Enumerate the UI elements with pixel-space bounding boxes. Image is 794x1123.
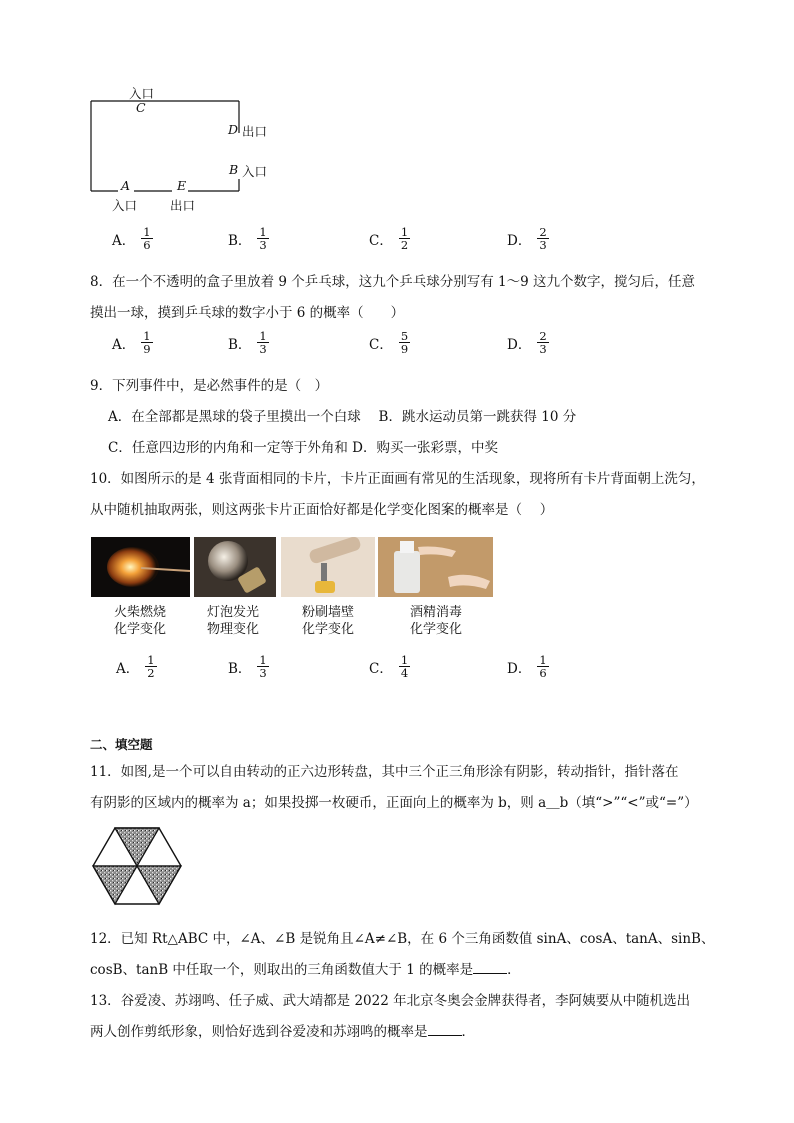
option-letter: D． bbox=[507, 660, 532, 677]
q9-options-line2[interactable]: C．任意四边形的内角和一定等于外角和 D．购买一张彩票，中奖 bbox=[108, 440, 498, 456]
option-fraction: $\frac{1}{3}$ bbox=[259, 329, 267, 356]
q12-stem-line1: 12．已知 Rt△ABC 中，∠A、∠B 是锐角且∠A≠∠B，在 6 个三角函数值 sinA、cosA、tanA、sinB、 bbox=[90, 931, 715, 947]
q10-option-c[interactable] bbox=[369, 654, 410, 679]
option-letter: B． bbox=[228, 232, 252, 249]
alcohol-spray-image bbox=[378, 537, 493, 597]
light-bulb-image bbox=[194, 537, 276, 597]
q8-option-a[interactable] bbox=[112, 330, 153, 355]
diagram-entrance-top: 入口 bbox=[129, 86, 155, 101]
diagram-exit-right: 出口 bbox=[242, 124, 268, 139]
option-fraction: $\frac{1}{4}$ bbox=[400, 653, 409, 680]
option-fraction: $\frac{1}{2}$ bbox=[147, 653, 155, 680]
diagram-label-c: C bbox=[136, 100, 146, 115]
option-fraction: $\frac{1}{9}$ bbox=[143, 329, 151, 356]
option-fraction: $\frac{5}{9}$ bbox=[400, 329, 409, 356]
q10-stem-line2: 从中随机抽取两张，则这两张卡片正面恰好都是化学变化图案的概率是（ ） bbox=[90, 502, 554, 518]
q13-stem-line2: 两人创作剪纸形象，则恰好选到谷爱凌和苏翊鸣的概率是 ． bbox=[90, 1024, 475, 1040]
option-letter: D． bbox=[507, 232, 532, 249]
diagram-label-b: B bbox=[229, 162, 239, 177]
q10-option-a[interactable] bbox=[116, 654, 157, 679]
q8-option-b[interactable] bbox=[228, 330, 269, 355]
q10-stem-line1: 10．如图所示的是 4 张背面相同的卡片，卡片正面画有常见的生活现象，现将所有卡片背面朝上洗匀， bbox=[90, 471, 705, 487]
option-letter: A． bbox=[112, 232, 136, 249]
q7-option-c[interactable] bbox=[369, 226, 410, 251]
option-fraction: $\frac{2}{3}$ bbox=[539, 329, 547, 356]
card-caption-2: 灯泡发光 物理变化 bbox=[206, 605, 259, 637]
q8-option-d[interactable] bbox=[507, 330, 549, 355]
option-letter: A． bbox=[112, 336, 136, 353]
option-letter: B． bbox=[228, 336, 252, 353]
option-fraction: $\frac{1}{2}$ bbox=[400, 225, 409, 252]
option-fraction: $\frac{1}{6}$ bbox=[539, 653, 547, 680]
match-burning-image bbox=[91, 537, 190, 597]
q10-option-d[interactable] bbox=[507, 654, 549, 679]
q11-stem-line2: 有阴影的区域内的概率为 a；如果投掷一枚硬币，正面向上的概率为 b，则 a＿b（填“>”“<”或“=”） bbox=[90, 795, 698, 811]
card-caption-3: 粉刷墙壁 化学变化 bbox=[301, 605, 354, 637]
q7-option-b[interactable] bbox=[228, 226, 269, 251]
diagram-entrance-right: 入口 bbox=[242, 164, 268, 179]
card-caption-4: 酒精消毒 化学变化 bbox=[409, 605, 462, 637]
answer-blank[interactable] bbox=[473, 961, 507, 974]
q7-option-a[interactable] bbox=[112, 226, 153, 251]
option-fraction: $\frac{2}{3}$ bbox=[539, 225, 547, 252]
q9-options-line1[interactable]: A．在全部都是黑球的袋子里摸出一个白球 B．跳水运动员第一跳获得 10 分 bbox=[108, 409, 577, 425]
diagram-label-a: A bbox=[121, 178, 131, 193]
option-letter: A． bbox=[116, 660, 140, 677]
hexagon-spinner bbox=[90, 826, 184, 906]
q7-option-d[interactable] bbox=[507, 226, 549, 251]
painting-wall-image bbox=[281, 537, 375, 597]
option-fraction: $\frac{1}{6}$ bbox=[143, 225, 151, 252]
option-fraction: $\frac{1}{3}$ bbox=[259, 653, 267, 680]
q12-stem-line2: cosB、tanB 中任取一个，则取出的三角函数值大于 1 的概率是 ． bbox=[90, 962, 521, 978]
option-letter: D． bbox=[507, 336, 532, 353]
option-letter: C． bbox=[369, 660, 393, 677]
diagram-label-e: E bbox=[177, 178, 187, 193]
diagram-label-d: D bbox=[228, 122, 239, 137]
q11-stem-line1: 11．如图,是一个可以自由转动的正六边形转盘，其中三个正三角形涂有阴影，转动指针，指针落在 bbox=[90, 764, 679, 780]
q8-stem-line1: 8．在一个不透明的盒子里放着 9 个乒乓球，这九个乒乓球分别写有 1～9 这九个数字，搅匀后，任意 bbox=[90, 274, 696, 290]
answer-blank[interactable] bbox=[428, 1023, 462, 1036]
q8-option-c[interactable] bbox=[369, 330, 410, 355]
option-letter: C． bbox=[369, 232, 393, 249]
diagram-exit-bottom: 出口 bbox=[170, 198, 196, 213]
option-letter: B． bbox=[228, 660, 252, 677]
card-caption-1: 火柴燃烧 化学变化 bbox=[113, 605, 166, 637]
q13-stem-line1: 13．谷爱凌、苏翊鸣、任子威、武大靖都是 2022 年北京冬奥会金牌获得者，李阿姨要从中随机选出 bbox=[90, 993, 691, 1009]
q9-stem: 9．下列事件中，是必然事件的是（ ） bbox=[90, 378, 329, 394]
option-letter: C． bbox=[369, 336, 393, 353]
q8-stem-line2: 摸出一球，摸到乒乓球的数字小于 6 的概率（ ） bbox=[90, 305, 405, 321]
q10-option-b[interactable] bbox=[228, 654, 269, 679]
diagram-entrance-bottom: 入口 bbox=[112, 198, 138, 213]
option-fraction: $\frac{1}{3}$ bbox=[259, 225, 267, 252]
route-diagram-lines bbox=[88, 95, 248, 195]
section-title: 二、填空题 bbox=[90, 737, 153, 752]
